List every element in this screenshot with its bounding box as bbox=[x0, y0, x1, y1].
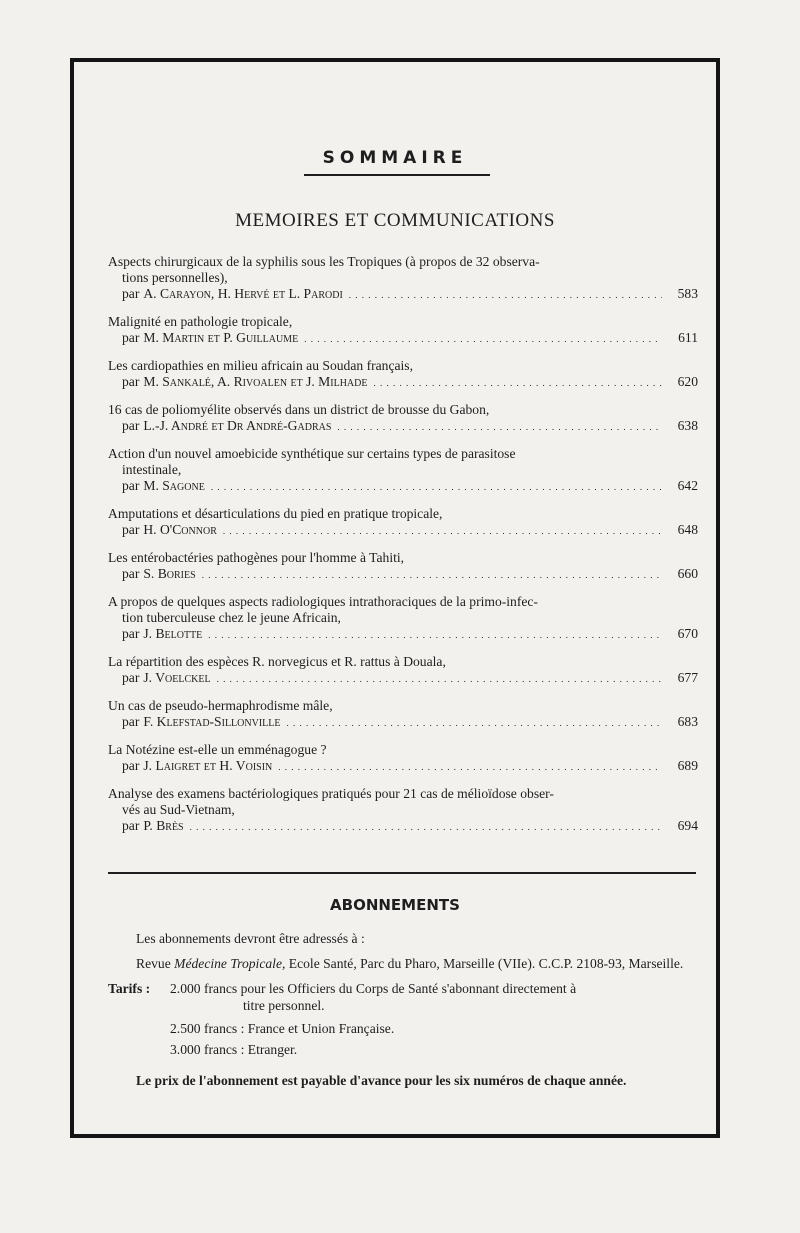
table-of-contents bbox=[108, 254, 698, 846]
par-label: par bbox=[122, 374, 140, 389]
toc-entry-page-number: 660 bbox=[677, 566, 698, 581]
par-label: par bbox=[122, 758, 140, 773]
toc-entry-authors: J. Voelckel bbox=[143, 670, 211, 685]
toc-entry bbox=[108, 254, 698, 303]
toc-entry-author-line bbox=[108, 330, 698, 347]
par-label: par bbox=[122, 286, 140, 301]
payment-note: Le prix de l'abonnement est payable d'avance pour les six numéros de chaque année. bbox=[136, 1073, 627, 1088]
par-label: par bbox=[122, 418, 140, 433]
toc-entry-author-line bbox=[108, 566, 698, 583]
page-frame bbox=[70, 58, 720, 1138]
toc-entry-title-text: La Notézine est-elle un emménagogue ? bbox=[108, 742, 327, 757]
toc-entry bbox=[108, 358, 698, 391]
par-label: par bbox=[122, 818, 140, 833]
toc-entry-title-text: Action d'un nouvel amoebicide synthétique sur certains types de parasitose bbox=[108, 446, 516, 461]
tarifs-row bbox=[108, 980, 698, 997]
toc-entry-title bbox=[108, 446, 698, 478]
dot-leader bbox=[337, 418, 662, 435]
toc-entry-author-line bbox=[108, 626, 698, 643]
par-label: par bbox=[122, 714, 140, 729]
toc-entry-title-text: Les entérobactéries pathogènes pour l'homme à Tahiti, bbox=[108, 550, 405, 565]
toc-entry-title bbox=[108, 254, 698, 286]
toc-entry-authors: H. O'Connor bbox=[143, 522, 217, 537]
toc-entry-authors: L.-J. André et Dr André-Gadras bbox=[143, 418, 332, 433]
toc-entry-title bbox=[108, 550, 698, 566]
dot-leader bbox=[278, 758, 662, 775]
toc-entry-author-line bbox=[108, 522, 698, 539]
par-label: par bbox=[122, 478, 140, 493]
dot-leader bbox=[373, 374, 662, 391]
toc-entry-author-line bbox=[108, 418, 698, 435]
toc-entry-title bbox=[108, 402, 698, 418]
abonnements-heading: ABONNEMENTS bbox=[330, 896, 460, 914]
section-heading: MEMOIRES ET COMMUNICATIONS bbox=[235, 210, 555, 231]
dot-leader bbox=[190, 818, 662, 835]
toc-entry-authors: J. Belotte bbox=[143, 626, 203, 641]
par-label: par bbox=[122, 330, 140, 345]
par-label: par bbox=[122, 566, 140, 581]
section-divider bbox=[108, 872, 696, 874]
tarifs-label: Tarifs : bbox=[108, 981, 151, 996]
toc-entry bbox=[108, 314, 698, 347]
dot-leader bbox=[223, 522, 662, 539]
toc-entry-title-text: Aspects chirurgicaux de la syphilis sous les Tropiques (à propos de 32 observa- bbox=[108, 254, 540, 269]
toc-entry-title-continuation: tions personnelles), bbox=[122, 270, 228, 285]
dot-leader bbox=[211, 478, 662, 495]
toc-entry-title-text: Un cas de pseudo-hermaphrodisme mâle, bbox=[108, 698, 333, 713]
dot-leader bbox=[217, 670, 662, 687]
toc-entry-authors: M. Sagone bbox=[143, 478, 205, 493]
toc-entry-page-number: 611 bbox=[678, 330, 698, 345]
toc-entry bbox=[108, 654, 698, 687]
toc-entry-author-line bbox=[108, 286, 698, 303]
par-label: par bbox=[122, 522, 140, 537]
toc-entry-page-number: 670 bbox=[677, 626, 698, 641]
toc-entry-title bbox=[108, 506, 698, 522]
toc-entry bbox=[108, 742, 698, 775]
toc-entry-title bbox=[108, 698, 698, 714]
toc-entry-title-text: 16 cas de poliomyélite observés dans un district de brousse du Gabon, bbox=[108, 402, 490, 417]
toc-entry-title-text: Les cardiopathies en milieu africain au Soudan français, bbox=[108, 358, 413, 373]
toc-entry-title bbox=[108, 742, 698, 758]
toc-entry bbox=[108, 402, 698, 435]
toc-entry bbox=[108, 594, 698, 643]
toc-entry bbox=[108, 550, 698, 583]
toc-entry-authors: J. Laigret et H. Voisin bbox=[143, 758, 273, 773]
toc-entry-author-line bbox=[108, 714, 698, 731]
toc-entry-title bbox=[108, 786, 698, 818]
toc-entry-author-line bbox=[108, 374, 698, 391]
page-title: SOMMAIRE bbox=[322, 148, 468, 168]
toc-entry-title-continuation: tion tuberculeuse chez le jeune Africain, bbox=[122, 610, 341, 625]
toc-entry-title bbox=[108, 358, 698, 374]
par-label: par bbox=[122, 670, 140, 685]
toc-entry-authors: M. Sankalé, A. Rivoalen et J. Milhade bbox=[143, 374, 368, 389]
toc-entry-title-text: Amputations et désarticulations du pied en pratique tropicale, bbox=[108, 506, 443, 521]
toc-entry bbox=[108, 786, 698, 835]
toc-entry-title-text: A propos de quelques aspects radiologiques intrathoraciques de la primo-infec- bbox=[108, 594, 538, 609]
toc-entry-author-line bbox=[108, 478, 698, 495]
title-underline bbox=[304, 174, 490, 176]
toc-entry-title-continuation: vés au Sud-Vietnam, bbox=[122, 802, 235, 817]
toc-entry-page-number: 583 bbox=[677, 286, 698, 301]
dot-leader bbox=[349, 286, 662, 303]
toc-entry-page-number: 677 bbox=[677, 670, 698, 685]
tarif-1-continuation: titre personnel. bbox=[243, 998, 325, 1013]
toc-entry-page-number: 638 bbox=[677, 418, 698, 433]
tarif-2: 2.500 francs : France et Union Française. bbox=[170, 1021, 395, 1036]
toc-entry-page-number: 648 bbox=[677, 522, 698, 537]
toc-entry-authors: M. Martin et P. Guillaume bbox=[143, 330, 299, 345]
toc-entry-authors: F. Klefstad-Sillonville bbox=[143, 714, 281, 729]
dot-leader bbox=[208, 626, 662, 643]
address-prefix: Revue bbox=[136, 956, 171, 971]
toc-entry-page-number: 642 bbox=[677, 478, 698, 493]
toc-entry-authors: S. Bories bbox=[143, 566, 196, 581]
toc-entry-authors: A. Carayon, H. Hervé et L. Parodi bbox=[143, 286, 343, 301]
toc-entry bbox=[108, 506, 698, 539]
journal-name: Médecine Tropicale, bbox=[174, 956, 286, 971]
toc-entry bbox=[108, 698, 698, 731]
tarif-3: 3.000 francs : Etranger. bbox=[170, 1042, 298, 1057]
toc-entry-page-number: 694 bbox=[677, 818, 698, 833]
abonnements-section bbox=[108, 930, 698, 1097]
toc-entry-page-number: 683 bbox=[677, 714, 698, 729]
toc-entry-title bbox=[108, 314, 698, 330]
toc-entry-title-text: Malignité en pathologie tropicale, bbox=[108, 314, 293, 329]
toc-entry-title-continuation: intestinale, bbox=[122, 462, 182, 477]
toc-entry-author-line bbox=[108, 758, 698, 775]
toc-entry-authors: P. Brès bbox=[143, 818, 184, 833]
toc-entry-title-text: Analyse des examens bactériologiques pratiqués pour 21 cas de mélioïdose obser- bbox=[108, 786, 554, 801]
par-label: par bbox=[122, 626, 140, 641]
toc-entry-page-number: 689 bbox=[677, 758, 698, 773]
toc-entry-title bbox=[108, 654, 698, 670]
toc-entry-title-text: La répartition des espèces R. norvegicus et R. rattus à Douala, bbox=[108, 654, 446, 669]
abonnements-intro: Les abonnements devront être adressés à : bbox=[136, 931, 365, 946]
dot-leader bbox=[202, 566, 662, 583]
dot-leader bbox=[304, 330, 662, 347]
toc-entry-title bbox=[108, 594, 698, 626]
tarif-1: 2.000 francs pour les Officiers du Corps de Santé s'abonnant directement à bbox=[170, 981, 577, 996]
toc-entry-page-number: 620 bbox=[677, 374, 698, 389]
address-rest: Ecole Santé, Parc du Pharo, Marseille (VIIe). C.C.P. 2108-93, Marseille. bbox=[288, 956, 684, 971]
dot-leader bbox=[287, 714, 663, 731]
toc-entry bbox=[108, 446, 698, 495]
toc-entry-author-line bbox=[108, 818, 698, 835]
abonnements-address bbox=[108, 955, 698, 972]
toc-entry-author-line bbox=[108, 670, 698, 687]
